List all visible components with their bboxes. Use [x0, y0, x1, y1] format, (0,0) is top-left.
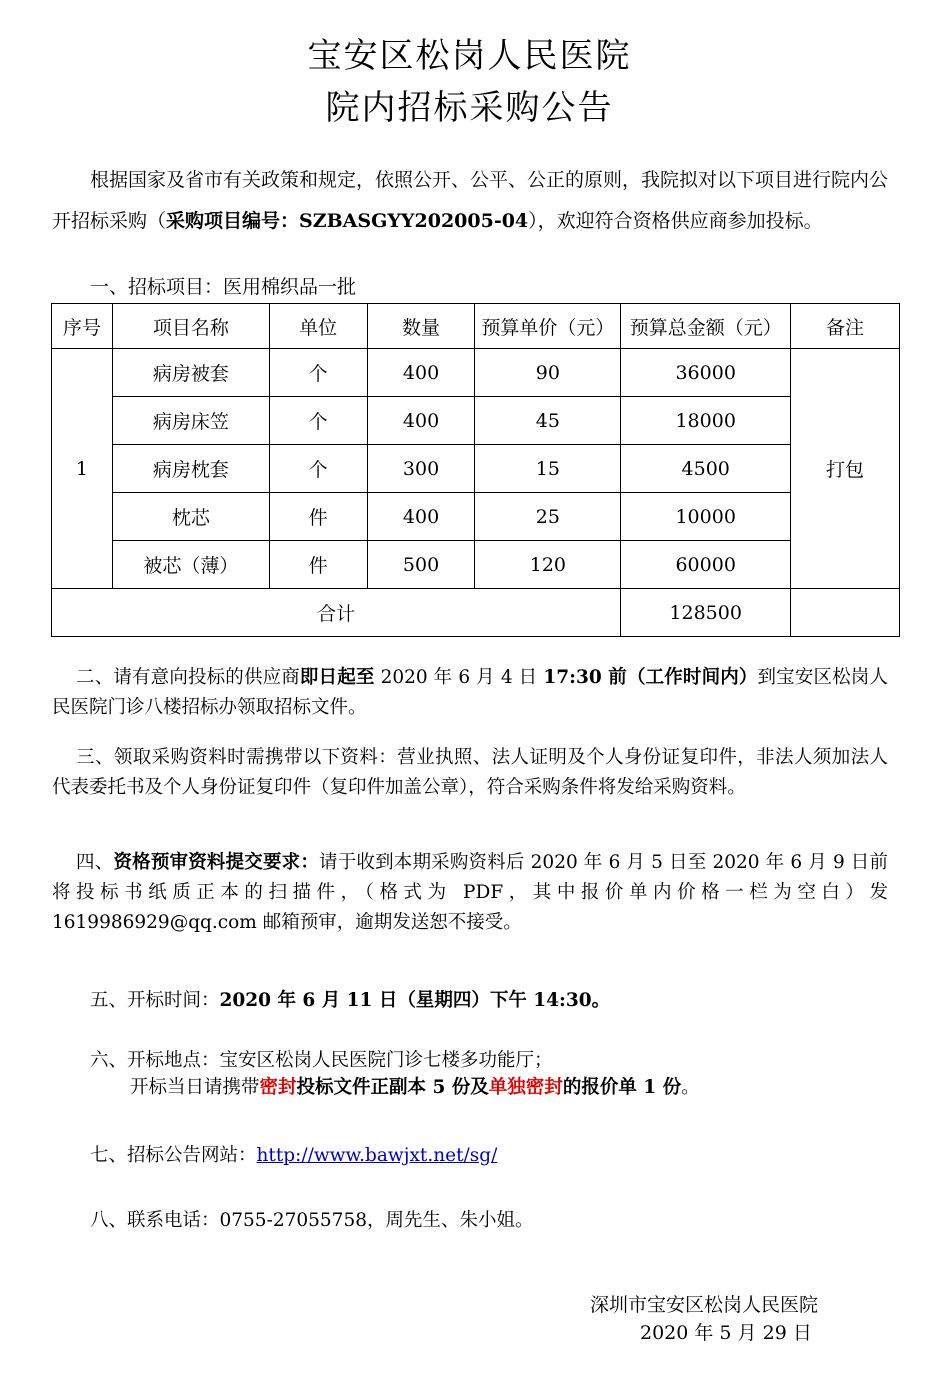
table-row: [52, 397, 900, 445]
col-header-seq: 序号: [52, 304, 113, 349]
section4-text-a: 四、: [76, 852, 114, 873]
table-row: [52, 541, 900, 589]
section4-heading: 资格预审资料提交要求：: [113, 852, 320, 873]
item-qty: 400: [367, 397, 475, 445]
col-header-name: 项目名称: [112, 304, 269, 349]
col-header-qty: 数量: [367, 304, 475, 349]
item-name: 被芯（薄）: [112, 541, 269, 589]
item-price: 90: [475, 349, 621, 397]
item-name: 枕芯: [112, 493, 269, 541]
item-qty: 400: [367, 349, 475, 397]
section5-label: 五、开标时间：: [90, 990, 220, 1011]
section6-separately-sealed: 单独密封: [488, 1077, 563, 1098]
section2-text-e: 到宝安区松岗人民医院门诊八楼招标办领取招标文件。: [52, 667, 888, 718]
project-number-label: 采购项目编号：: [166, 210, 300, 232]
item-price: 120: [475, 541, 621, 589]
item-total: 18000: [621, 397, 791, 445]
table-sum-row: [52, 589, 900, 637]
item-qty: 300: [367, 445, 475, 493]
item-name: 病房床笠: [112, 397, 269, 445]
item-unit: 个: [269, 349, 367, 397]
website-link[interactable]: http://www.bawjxt.net/sg/: [256, 1145, 498, 1166]
page-title-line2: 院内招标采购公告: [325, 88, 614, 128]
item-qty: 400: [367, 493, 475, 541]
section8-line: 八、联系电话：0755-27055758，周先生、朱小姐。: [90, 1210, 534, 1231]
section6-text-c: 投标文件正副本 5 份及: [296, 1077, 489, 1098]
seq-cell: 1: [52, 349, 113, 589]
section2-paragraph: [52, 663, 888, 723]
section3-paragraph: 三、领取采购资料时需携带以下资料：营业执照、法人证明及个人身份证复印件，非法人须加法人代表委托书及个人身份证复印件（复印件加盖公章），符合采购条件将发给采购资料。: [52, 747, 888, 798]
table-row: [52, 445, 900, 493]
col-header-total: 预算总金额（元）: [621, 304, 791, 349]
col-header-unit: 单位: [269, 304, 367, 349]
sum-label: 合计: [52, 589, 621, 637]
section2-text-b: 即日起至: [299, 667, 375, 688]
section4-paragraph: [52, 848, 888, 938]
item-total: 4500: [621, 445, 791, 493]
bid-items-table: [51, 303, 900, 637]
sum-remark-empty: [791, 589, 900, 637]
item-total: 60000: [621, 541, 791, 589]
item-unit: 件: [269, 541, 367, 589]
project-number: SZBASGYY202005-04: [299, 210, 529, 232]
section6-text-a: 开标当日请携带: [130, 1077, 260, 1098]
signature-org: 深圳市宝安区松岗人民医院: [590, 1294, 819, 1316]
section6-line2: [130, 1073, 700, 1099]
intro-text-before: 根据国家及省市有关政策和规定，依照公开、公平、公正的原则，我院拟对以下项目进行院内公开招标采购（: [52, 169, 889, 232]
section4-text-c: 请于收到本期采购资料后 2020 年 6 月 5 日至 2020 年 6 月 9 日前将投标书纸质正本的扫描件，（格式为 PDF，其中报价单内价格一栏为空白）发 1619986929@qq.com 邮箱预审，逾期发送恕不接受。: [52, 852, 888, 933]
section6-text-f: 。: [681, 1077, 700, 1098]
item-unit: 个: [269, 445, 367, 493]
item-name: 病房被套: [112, 349, 269, 397]
item-total: 10000: [621, 493, 791, 541]
section2-text-c: 2020 年 6 月 4 日: [374, 667, 544, 688]
table-row: [52, 493, 900, 541]
remark-cell: 打包: [791, 349, 900, 589]
intro-text-after: ），欢迎符合资格供应商参加投标。: [528, 210, 823, 232]
section6-text-e: 的报价单 1 份: [562, 1077, 682, 1098]
item-price: 45: [475, 397, 621, 445]
intro-paragraph: [52, 160, 888, 242]
item-total: 36000: [621, 349, 791, 397]
table-header-row: [52, 304, 900, 349]
col-header-price: 预算单价（元）: [475, 304, 621, 349]
section6-line1: 六、开标地点：宝安区松岗人民医院门诊七楼多功能厅；: [90, 1050, 553, 1071]
item-price: 25: [475, 493, 621, 541]
section7-label: 七、招标公告网站：: [90, 1145, 257, 1166]
item-qty: 500: [367, 541, 475, 589]
section6-sealed: 密封: [259, 1077, 297, 1098]
item-name: 病房枕套: [112, 445, 269, 493]
table-row: [52, 349, 900, 397]
section5-line: [90, 986, 610, 1012]
col-header-remark: 备注: [791, 304, 900, 349]
section2-text-a: 二、请有意向投标的供应商: [76, 667, 300, 688]
sum-total: 128500: [621, 589, 791, 637]
signature-date: 2020 年 5 月 29 日: [640, 1322, 812, 1344]
section7-line: [90, 1141, 497, 1167]
page-title-line1: 宝安区松岗人民医院: [307, 36, 632, 76]
item-unit: 个: [269, 397, 367, 445]
section1-title: 一、招标项目：医用棉织品一批: [90, 276, 357, 298]
item-unit: 件: [269, 493, 367, 541]
bid-opening-time: 2020 年 6 月 11 日（星期四）下午 14:30。: [219, 990, 611, 1011]
section2-deadline: 17:30 前（工作时间内）: [543, 667, 758, 688]
item-price: 15: [475, 445, 621, 493]
